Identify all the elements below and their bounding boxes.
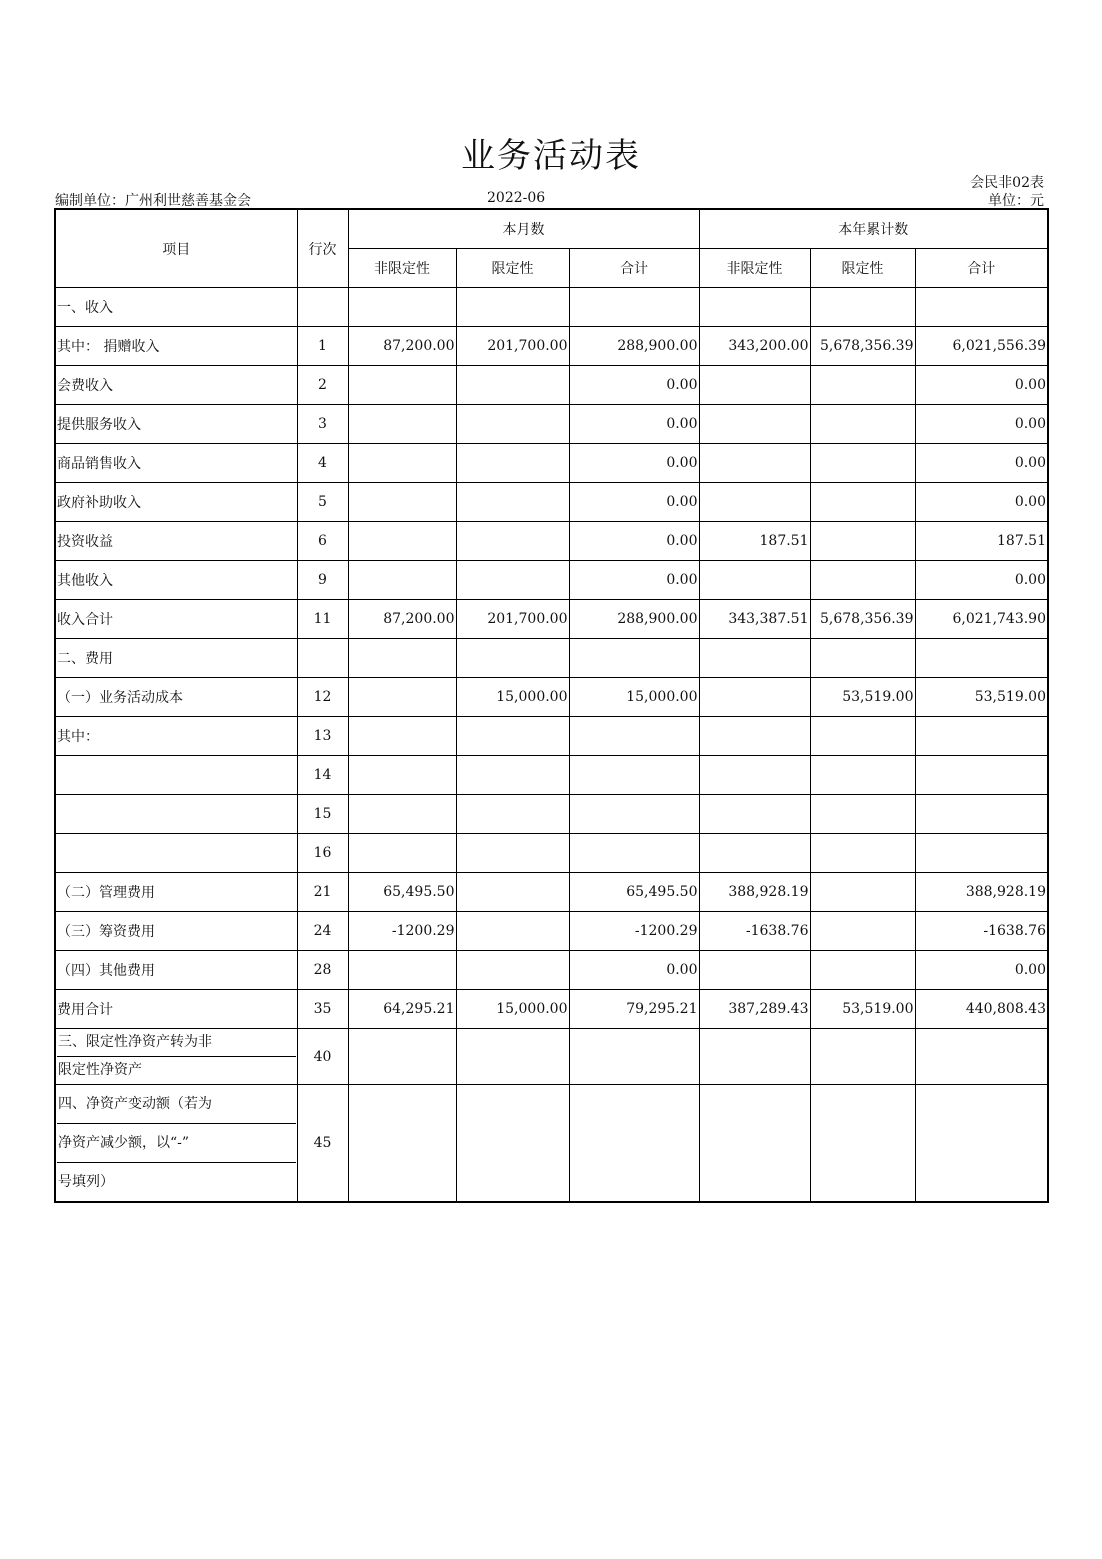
header-current-month: 本月数 — [348, 209, 699, 249]
cell-m-res — [456, 405, 569, 444]
cell-m-res — [456, 639, 569, 678]
row-item-name-line3: 号填列） — [57, 1162, 296, 1201]
row-line-no: 16 — [297, 834, 348, 873]
header-row-group — [55, 209, 1048, 249]
table-row — [55, 483, 1048, 522]
cell-y-res — [810, 756, 915, 795]
table-row — [55, 639, 1048, 678]
row-item-name-line1: 三、限定性净资产转为非 — [58, 1034, 212, 1050]
row-line-no: 15 — [297, 795, 348, 834]
cell-m-tot: 288,900.00 — [569, 600, 699, 639]
row-line-no: 28 — [297, 951, 348, 990]
cell-m-res: 15,000.00 — [456, 678, 569, 717]
cell-y-tot: 6,021,556.39 — [915, 327, 1048, 366]
row-line-no: 1 — [297, 327, 348, 366]
cell-y-tot: 0.00 — [915, 951, 1048, 990]
table-row — [55, 405, 1048, 444]
cell-m-tot — [569, 1029, 699, 1085]
row-item-name: 提供服务收入 — [55, 405, 297, 444]
table-row — [55, 873, 1048, 912]
cell-y-unr: 388,928.19 — [699, 873, 810, 912]
table-row — [55, 834, 1048, 873]
cell-y-tot: 0.00 — [915, 483, 1048, 522]
cell-m-res — [456, 522, 569, 561]
row-line-no: 2 — [297, 366, 348, 405]
row-item-name — [55, 834, 297, 873]
row-item-name — [55, 1029, 297, 1085]
cell-m-unr — [348, 639, 456, 678]
cell-m-unr: -1200.29 — [348, 912, 456, 951]
cell-m-unr: 65,495.50 — [348, 873, 456, 912]
cell-y-unr — [699, 951, 810, 990]
header-month-unrestricted: 非限定性 — [348, 249, 456, 288]
cell-y-unr — [699, 366, 810, 405]
currency-unit-label: 单位：元 — [988, 193, 1044, 209]
cell-y-tot: 187.51 — [915, 522, 1048, 561]
cell-m-res — [456, 444, 569, 483]
cell-m-tot: 79,295.21 — [569, 990, 699, 1029]
cell-y-unr — [699, 678, 810, 717]
cell-y-tot: 0.00 — [915, 444, 1048, 483]
organization-label: 编制单位：广州利世慈善基金会 — [55, 193, 251, 209]
header-year-to-date: 本年累计数 — [699, 209, 1048, 249]
header-year-unrestricted: 非限定性 — [699, 249, 810, 288]
cell-y-tot: 388,928.19 — [915, 873, 1048, 912]
table-row — [55, 990, 1048, 1029]
row-line-no: 6 — [297, 522, 348, 561]
cell-m-res — [456, 717, 569, 756]
table-row — [55, 1085, 1048, 1203]
cell-m-unr — [348, 834, 456, 873]
table-row — [55, 717, 1048, 756]
cell-m-unr — [348, 483, 456, 522]
cell-y-res: 5,678,356.39 — [810, 600, 915, 639]
cell-m-tot — [569, 639, 699, 678]
row-line-no: 9 — [297, 561, 348, 600]
cell-y-unr: -1638.76 — [699, 912, 810, 951]
cell-y-tot: 0.00 — [915, 561, 1048, 600]
table-row — [55, 561, 1048, 600]
cell-m-unr — [348, 288, 456, 327]
cell-y-res — [810, 1085, 915, 1203]
cell-m-res — [456, 756, 569, 795]
form-code: 会民非02表 — [970, 175, 1044, 191]
row-item-name — [55, 795, 297, 834]
table-row — [55, 912, 1048, 951]
cell-m-res — [456, 1085, 569, 1203]
cell-y-tot — [915, 1029, 1048, 1085]
cell-y-unr: 343,387.51 — [699, 600, 810, 639]
table-row — [55, 600, 1048, 639]
cell-y-tot — [915, 834, 1048, 873]
cell-m-unr: 64,295.21 — [348, 990, 456, 1029]
row-line-no: 12 — [297, 678, 348, 717]
row-item-name: （四）其他费用 — [55, 951, 297, 990]
table-row — [55, 522, 1048, 561]
row-item-name: 一、收入 — [55, 288, 297, 327]
cell-y-res — [810, 795, 915, 834]
cell-m-res — [456, 912, 569, 951]
row-line-no: 45 — [297, 1085, 348, 1203]
cell-y-res — [810, 366, 915, 405]
table-row — [55, 444, 1048, 483]
cell-y-tot: 0.00 — [915, 405, 1048, 444]
cell-m-unr — [348, 1085, 456, 1203]
cell-m-res — [456, 483, 569, 522]
cell-y-res: 53,519.00 — [810, 990, 915, 1029]
cell-m-unr — [348, 366, 456, 405]
header-month-total: 合计 — [569, 249, 699, 288]
row-item-name-line2: 限定性净资产 — [57, 1056, 296, 1084]
row-line-no: 21 — [297, 873, 348, 912]
cell-m-unr — [348, 1029, 456, 1085]
report-meta-line — [55, 190, 1044, 208]
cell-y-tot — [915, 717, 1048, 756]
cell-m-res — [456, 288, 569, 327]
cell-m-tot: 288,900.00 — [569, 327, 699, 366]
cell-y-res: 5,678,356.39 — [810, 327, 915, 366]
cell-y-res — [810, 951, 915, 990]
cell-y-tot: 0.00 — [915, 366, 1048, 405]
cell-y-tot: 53,519.00 — [915, 678, 1048, 717]
row-item-name — [55, 1085, 297, 1203]
row-line-no: 13 — [297, 717, 348, 756]
cell-m-tot: 65,495.50 — [569, 873, 699, 912]
row-line-no — [297, 288, 348, 327]
row-line-no: 24 — [297, 912, 348, 951]
cell-y-res — [810, 639, 915, 678]
row-item-name: （二）管理费用 — [55, 873, 297, 912]
cell-y-tot: 440,808.43 — [915, 990, 1048, 1029]
cell-m-tot — [569, 1085, 699, 1203]
cell-y-tot — [915, 288, 1048, 327]
cell-m-tot: -1200.29 — [569, 912, 699, 951]
row-item-name — [55, 756, 297, 795]
table-row — [55, 366, 1048, 405]
cell-m-tot — [569, 288, 699, 327]
cell-y-tot — [915, 795, 1048, 834]
cell-m-res — [456, 1029, 569, 1085]
table-row — [55, 678, 1048, 717]
cell-m-res — [456, 873, 569, 912]
row-item-name: 收入合计 — [55, 600, 297, 639]
row-line-no: 4 — [297, 444, 348, 483]
cell-m-res — [456, 795, 569, 834]
row-line-no: 11 — [297, 600, 348, 639]
table-row — [55, 1029, 1048, 1085]
cell-y-res — [810, 1029, 915, 1085]
cell-y-res — [810, 444, 915, 483]
cell-m-res: 201,700.00 — [456, 327, 569, 366]
cell-m-unr — [348, 717, 456, 756]
cell-y-tot — [915, 1085, 1048, 1203]
cell-m-unr — [348, 444, 456, 483]
cell-y-res — [810, 288, 915, 327]
row-line-no: 40 — [297, 1029, 348, 1085]
table-row — [55, 756, 1048, 795]
cell-y-unr — [699, 561, 810, 600]
cell-m-tot: 0.00 — [569, 522, 699, 561]
cell-y-unr — [699, 483, 810, 522]
row-line-no: 5 — [297, 483, 348, 522]
cell-m-unr — [348, 405, 456, 444]
cell-y-unr — [699, 1029, 810, 1085]
header-year-total: 合计 — [915, 249, 1048, 288]
row-item-name: 其中： — [55, 717, 297, 756]
cell-y-unr: 387,289.43 — [699, 990, 810, 1029]
cell-m-tot — [569, 756, 699, 795]
cell-y-tot — [915, 756, 1048, 795]
header-line-no: 行次 — [297, 209, 348, 288]
cell-y-res — [810, 834, 915, 873]
row-item-name-line1: 四、净资产变动额（若为 — [58, 1096, 212, 1112]
cell-y-unr — [699, 639, 810, 678]
row-item-name: （一）业务活动成本 — [55, 678, 297, 717]
cell-m-unr — [348, 756, 456, 795]
table-row — [55, 327, 1048, 366]
cell-y-res: 53,519.00 — [810, 678, 915, 717]
cell-m-tot: 0.00 — [569, 483, 699, 522]
cell-m-unr — [348, 561, 456, 600]
row-item-name: 其中： 捐赠收入 — [55, 327, 297, 366]
row-line-no: 35 — [297, 990, 348, 1029]
cell-m-tot — [569, 717, 699, 756]
cell-y-tot: 6,021,743.90 — [915, 600, 1048, 639]
table-row — [55, 288, 1048, 327]
row-item-name: 商品销售收入 — [55, 444, 297, 483]
row-item-name: 费用合计 — [55, 990, 297, 1029]
cell-m-res — [456, 561, 569, 600]
cell-m-unr: 87,200.00 — [348, 327, 456, 366]
cell-m-res — [456, 366, 569, 405]
cell-y-unr — [699, 444, 810, 483]
cell-y-res — [810, 522, 915, 561]
cell-m-res — [456, 951, 569, 990]
cell-m-tot: 15,000.00 — [569, 678, 699, 717]
cell-m-res: 201,700.00 — [456, 600, 569, 639]
row-item-name: （三）筹资费用 — [55, 912, 297, 951]
activity-report-table — [54, 208, 1049, 1203]
cell-m-unr — [348, 522, 456, 561]
cell-y-unr — [699, 405, 810, 444]
cell-y-unr — [699, 756, 810, 795]
cell-y-res — [810, 912, 915, 951]
table-row — [55, 951, 1048, 990]
header-item: 项目 — [55, 209, 297, 288]
cell-m-tot: 0.00 — [569, 951, 699, 990]
cell-m-unr — [348, 795, 456, 834]
cell-m-unr — [348, 951, 456, 990]
cell-m-unr — [348, 678, 456, 717]
header-year-restricted: 限定性 — [810, 249, 915, 288]
cell-y-unr — [699, 1085, 810, 1203]
row-line-no: 14 — [297, 756, 348, 795]
row-item-name-line2: 净资产减少额，以“-” — [57, 1123, 296, 1162]
cell-m-unr: 87,200.00 — [348, 600, 456, 639]
cell-y-unr — [699, 288, 810, 327]
cell-m-tot: 0.00 — [569, 405, 699, 444]
cell-m-tot — [569, 834, 699, 873]
cell-y-unr — [699, 834, 810, 873]
cell-y-unr — [699, 717, 810, 756]
cell-y-res — [810, 873, 915, 912]
cell-y-res — [810, 717, 915, 756]
cell-y-tot — [915, 639, 1048, 678]
cell-y-unr — [699, 795, 810, 834]
cell-y-tot: -1638.76 — [915, 912, 1048, 951]
cell-y-unr: 343,200.00 — [699, 327, 810, 366]
report-period: 2022-06 — [487, 190, 546, 206]
cell-m-tot: 0.00 — [569, 366, 699, 405]
cell-m-res: 15,000.00 — [456, 990, 569, 1029]
report-title: 业务活动表 — [461, 136, 641, 176]
row-line-no — [297, 639, 348, 678]
cell-y-res — [810, 483, 915, 522]
cell-m-tot: 0.00 — [569, 444, 699, 483]
header-month-restricted: 限定性 — [456, 249, 569, 288]
row-item-name: 二、费用 — [55, 639, 297, 678]
cell-y-unr: 187.51 — [699, 522, 810, 561]
cell-y-res — [810, 561, 915, 600]
cell-y-res — [810, 405, 915, 444]
cell-m-tot: 0.00 — [569, 561, 699, 600]
cell-m-res — [456, 834, 569, 873]
cell-m-tot — [569, 795, 699, 834]
row-item-name: 政府补助收入 — [55, 483, 297, 522]
row-item-name: 会费收入 — [55, 366, 297, 405]
row-item-name: 投资收益 — [55, 522, 297, 561]
row-item-name: 其他收入 — [55, 561, 297, 600]
table-row — [55, 795, 1048, 834]
row-line-no: 3 — [297, 405, 348, 444]
